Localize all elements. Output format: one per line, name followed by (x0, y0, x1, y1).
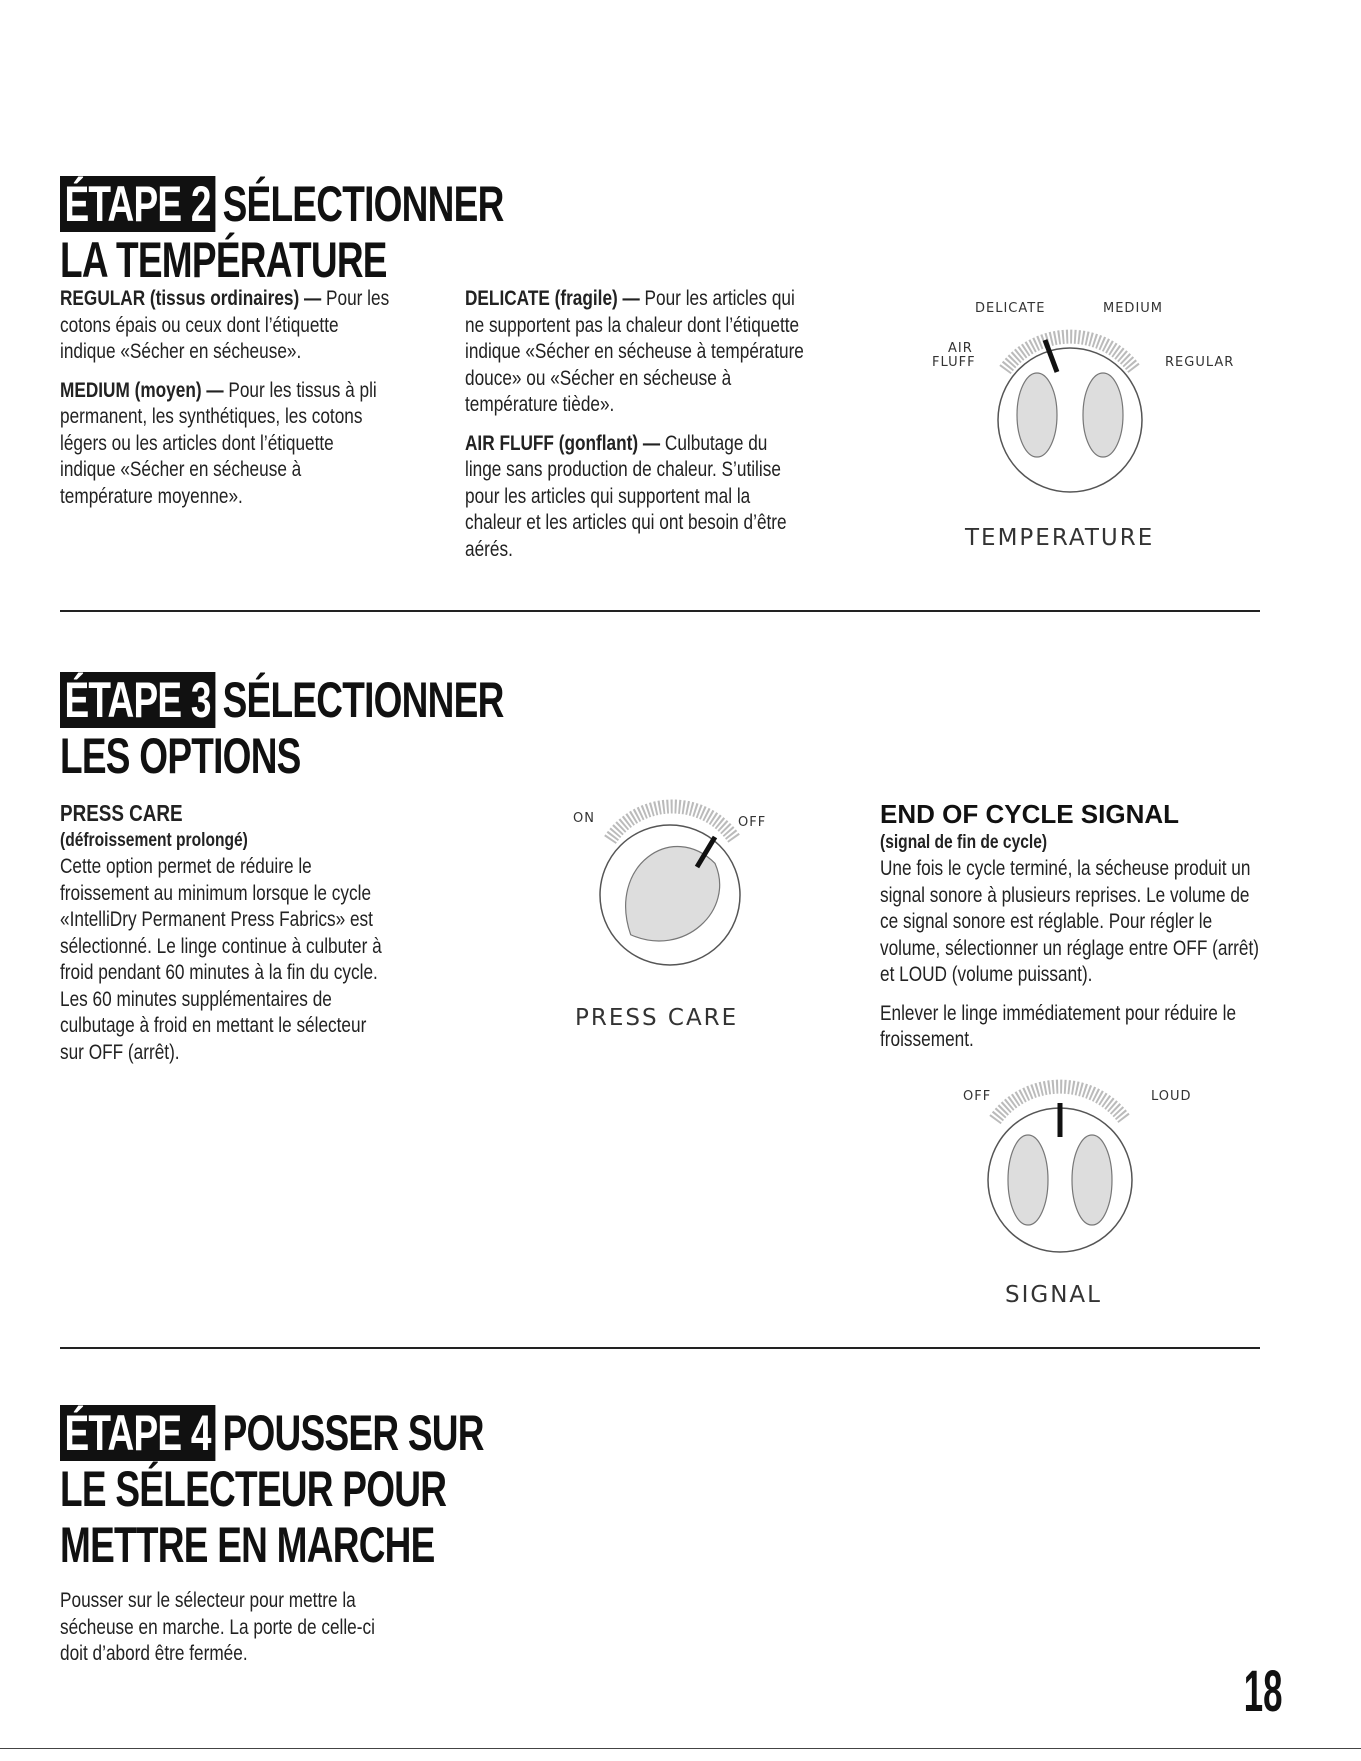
step3-title-line1: SÉLECTIONNER (222, 672, 504, 728)
dial-label-fluff: FLUFF (932, 355, 976, 370)
step3-heading (60, 672, 504, 728)
dial-label-delicate: DELICATE (975, 301, 1046, 316)
dial-label-air: AIR (948, 341, 973, 356)
signal-dial-label-loud: LOUD (1151, 1089, 1192, 1104)
dial-label-regular: REGULAR (1165, 355, 1235, 370)
signal-dial-icon[interactable] (970, 1075, 1150, 1260)
eoc-col (880, 798, 1260, 1066)
delicate-paragraph (465, 286, 805, 419)
eoc-title: END OF CYCLE SIGNAL (880, 799, 1180, 829)
press-care-text: Cette option permet de réduire le froissement au minimum lorsque le cycle «IntelliDry Permanent Press Fabrics» est sélectionné. Le linge continue à culbuter à froid pendant 60 minutes à la fin du cycle. Les 60 minutes supplémentaires de culbutage à froid en mettant le sélecteur sur OFF (arrêt). (60, 855, 382, 1064)
step4-heading (60, 1405, 484, 1461)
step3-badge: ÉTAPE 3 (60, 672, 215, 728)
press-dial-label-on: ON (573, 811, 595, 826)
step2-col1 (60, 286, 392, 522)
press-dial-label-off: OFF (738, 815, 767, 830)
step2-badge: ÉTAPE 2 (60, 176, 215, 232)
eoc-text1: Une fois le cycle terminé, la sécheuse produit un signal sonore à plusieurs reprises. Le volume de ce signal sonore est réglable. Pour régler le volume, sélectionner un réglage entre OFF (arrêt) et LOUD (volume puissant). (880, 857, 1260, 986)
dial-label-medium: MEDIUM (1103, 301, 1164, 316)
signal-caption: SIGNAL (1005, 1282, 1102, 1308)
regular-paragraph (60, 286, 392, 366)
step2-title-line2: LA TEMPÉRATURE (60, 232, 387, 288)
medium-term: MEDIUM (moyen) — (60, 378, 224, 402)
eoc-body (880, 830, 1265, 1054)
step4-title-line1: POUSSER SUR (222, 1405, 484, 1461)
press-care-title: PRESS CARE (60, 800, 183, 826)
signal-dial-label-off: OFF (963, 1089, 992, 1104)
page-number: 18 (1244, 1659, 1283, 1724)
airfluff-paragraph (465, 431, 805, 564)
eoc-text2: Enlever le linge immédiatement pour réduire le froissement. (880, 1001, 1237, 1051)
eoc-subtitle: (signal de fin de cycle) (880, 832, 1048, 853)
step2-title-line1: SÉLECTIONNER (222, 176, 504, 232)
temperature-caption: TEMPERATURE (965, 525, 1155, 551)
step2-col2 (465, 286, 805, 575)
airfluff-term: AIR FLUFF (gonflant) — (465, 431, 661, 455)
delicate-term: DELICATE (fragile) — (465, 287, 640, 310)
press-care-col (60, 798, 392, 1078)
step2-heading (60, 176, 504, 232)
divider-2 (60, 1347, 1260, 1349)
temperature-dial-icon[interactable] (975, 310, 1165, 500)
bottom-rule (0, 1748, 1361, 1749)
regular-text: Pour les cotons épais ou ceux dont l’étiquette indique «Sécher en sécheuse». (60, 287, 390, 363)
press-care-subtitle: (défroissement prolongé) (60, 830, 248, 851)
airfluff-text: Culbutage du linge sans production de chaleur. S’utilise pour les articles qui supportent mal la chaleur et les articles qui ont besoin d’être aérés. (465, 431, 787, 561)
step4-text: Pousser sur le sélecteur pour mettre la sécheuse en marche. La porte de celle-ci doit d’abord être fermée. (60, 1589, 375, 1665)
delicate-text: Pour les articles qui ne supportent pas la chaleur dont l’étiquette indique «Sécher en sécheuse à température douce» ou «Sécher en sécheuse à température tiède». (465, 287, 804, 416)
divider-1 (60, 610, 1260, 612)
press-care-dial-icon[interactable] (585, 795, 755, 975)
step4-badge: ÉTAPE 4 (60, 1405, 215, 1461)
step4-title-line3: METTRE EN MARCHE (60, 1517, 435, 1573)
medium-text: Pour les tissus à pli permanent, les synthétiques, les cotons légers ou les articles dont l’étiquette indique «Sécher en sécheuse à température moyenne». (60, 378, 377, 508)
regular-term: REGULAR (tissus ordinaires) — (60, 287, 322, 310)
press-care-caption: PRESS CARE (575, 1005, 739, 1031)
step3-title-line2: LES OPTIONS (60, 728, 301, 784)
medium-paragraph (60, 378, 392, 511)
step4-title-line2: LE SÉLECTEUR POUR (60, 1461, 447, 1517)
